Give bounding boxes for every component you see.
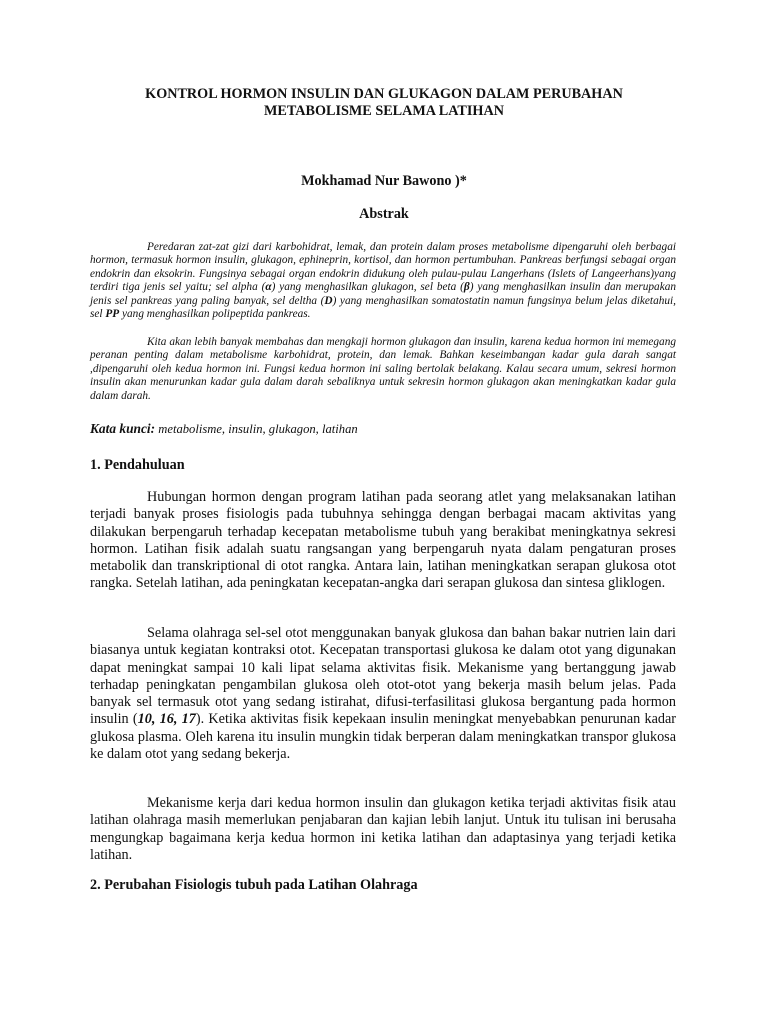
section-1-heading: 1. Pendahuluan (90, 457, 185, 473)
abstract-p2-text: Kita akan lebih banyak membahas dan mengkaji hormon glukagon dan insulin, karena kedua hormon ini memegang peranan penting dalam metabolisme karbohidrat, protein, dan lemak. Bahkan keseimbangan kadar gula darah sangat ,dipengaruhi oleh kedua hormon ini. Fungsi kedua hormon ini saling bertolak belakang. Kalau secara umum, sekresi hormon insulin akan menurunkan kadar gula dalam darah sebaliknya untuk sekresin hormon glukagon akan meningkatkan kadar gula dalam darah. (90, 336, 676, 402)
title-line-2: METABOLISME SELAMA LATIHAN (264, 103, 504, 119)
author-name: Mokhamad Nur Bawono )* (301, 173, 467, 189)
section-1-p1-text: Hubungan hormon dengan program latihan pada seorang atlet yang melaksanakan latihan terjadi banyak proses fisiologis pada tubuhnya sehingga dengan berbagai macam aktivitas yang dilakukan berpengaruh terhadap kecepatan metabolisme tubuh yang berakibat meningkatnya sekresi hormon. Latihan fisik adalah suatu rangsangan yang berpengaruh nyata dalam pengaturan proses metabolik dan transkriptional di otot rangka. Antara lain, latihan meningkatkan serapan glukosa otot rangka. Setelah latihan, ada peningkatan kecepatan-angka dari serapan glukosa dan sintesa gliklogen. (90, 489, 676, 592)
section-1-paragraph-2 (90, 625, 676, 763)
beta-symbol: β (463, 281, 470, 294)
abstract-p1-text-a: Peredaran zat-zat gizi dari karbohidrat, lemak, dan protein dalam proses metabolisme dipengaruhi oleh berbagai hormon, termasuk hormon insulin, glukagon, ephineprin, kortisol, dan hormon pertumbuhan. Pankreas berfungsi sebagai organ endokrin dan eksokrin. Fungsinya sebagai organ endokrin didukung oleh pulau-pulau Langerhans (Islets of Langeerhans)yang terdiri tiga jenis sel yaitu; sel alpha ( (90, 241, 676, 294)
abstract-paragraph-2 (90, 336, 676, 403)
abstract-p1-text-e: yang menghasilkan polipeptida pankreas. (119, 308, 311, 321)
citation-refs: 10, 16, 17 (137, 711, 196, 728)
abstract-p1-text-d: ) yang menghasilkan somatostatin namun fungsinya belum jelas diketahui, sel (90, 294, 676, 321)
title-line-1: KONTROL HORMON INSULIN DAN GLUKAGON DALAM PERUBAHAN (145, 86, 623, 102)
abstract-heading: Abstrak (359, 206, 409, 222)
section-1-p2-text-a: Selama olahraga sel-sel otot menggunakan banyak glukosa dan bahan bakar nutrien lain dari biasanya untuk kegiatan kontraksi otot. Kecepatan transportasi glukosa ke dalam otot yang digunakan dapat meningkat sampai 10 kali lipat selama aktivitas fisik. Mekanisme yang bertanggung jawab terhadap peningkatan pengambilan glukosa oleh otot-otot yang bekerja masih belum jelas. Pada banyak sel termasuk otot yang sedang istirahat, difusi-terfasilitasi glukosa bergantung pada hormon insulin ( (90, 625, 676, 728)
section-1-paragraph-3 (90, 795, 676, 864)
section-1-p3-text: Mekanisme kerja dari kedua hormon insulin dan glukagon ketika terjadi aktivitas fisik atau latihan olahraga masih memerlukan penjabaran dan kajian lebih lanjut. Untuk itu tulisan ini berusaha mengungkap bagaimana kerja kedua hormon ini ketika latihan dan adaptasinya yang terjadi ketika latihan. (90, 795, 676, 863)
section-1-paragraph-1 (90, 489, 676, 593)
delta-symbol: D (324, 294, 333, 307)
keywords (90, 421, 676, 437)
page-title (90, 86, 678, 120)
abstract-p1-text-c: ) yang menghasilkan insulin dan merupakan jenis sel pankreas yang paling banyak, sel deltha ( (90, 281, 677, 307)
pp-label: PP (105, 308, 120, 321)
keywords-label: Kata kunci: (90, 421, 156, 436)
abstract-paragraph-1 (90, 241, 676, 321)
alpha-symbol: α (265, 281, 272, 294)
keywords-text: metabolisme, insulin, glukagon, latihan (158, 422, 358, 436)
section-2-heading: 2. Perubahan Fisiologis tubuh pada Latihan Olahraga (90, 877, 418, 893)
section-1-p2-text-b: ). Ketika aktivitas fisik kepekaan insulin meningkat menyebabkan penurunan kadar glukosa plasma. Oleh karena itu insulin mungkin tidak berperan dalam meningkatkan transpor glukosa ke dalam otot yang sedang bekerja. (90, 711, 677, 763)
abstract-p1-text-b: ) yang menghasilkan glukagon, sel beta ( (271, 281, 464, 294)
